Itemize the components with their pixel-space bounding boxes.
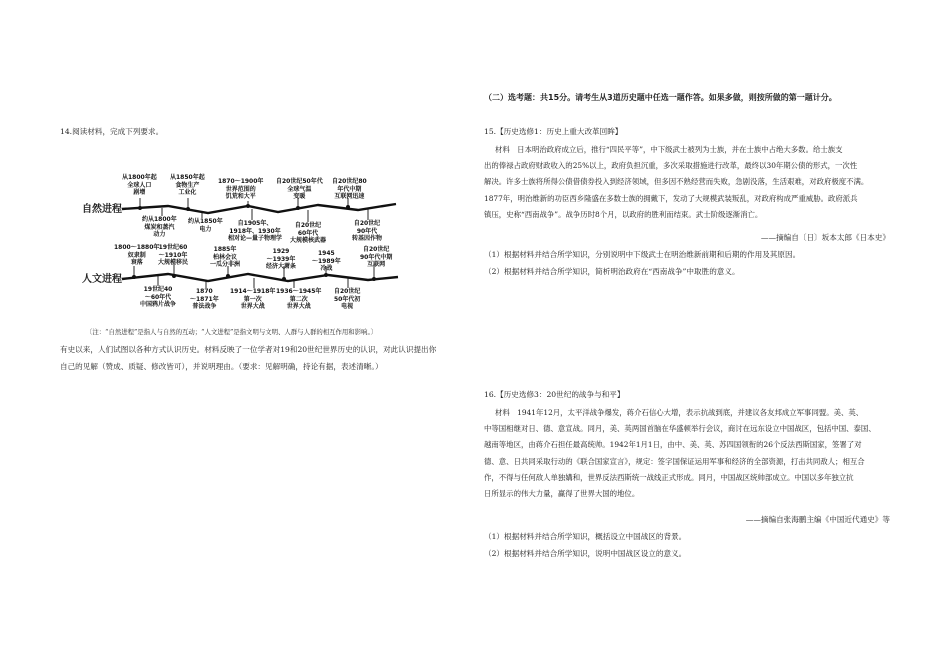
nature-item: 1870～1900年 世界范围的 饥荒和大平 <box>218 178 264 200</box>
q15-material-line: 出的俸禄占政府财政收入的25%以上，政府负担沉重，多次采取措施进行改革，最终以30年期公债的形式，一次性 <box>484 161 858 170</box>
q16-material-line: 德、意、日共同采取行动的《联合国家宣言》，规定：签字国保证运用军事和经济的全部资源，打击共同敌人；相互合 <box>484 457 865 466</box>
q15-material-line: 材料 日本明治政府成立后，推行“四民平等”，中下级武士被列为士族，并在士族中占绝大多数。给士族支 <box>495 145 843 154</box>
human-item: 自20世纪 90年代中期 互联网 <box>360 246 393 268</box>
q16-material-line: 越南等地区，由蒋介石担任最高统帅。1942年1月1日，由中、美、英、苏四国领衔的26个反法西斯国家，签署了对 <box>484 440 862 449</box>
human-axis-line <box>122 274 398 281</box>
q15-title: 15.【历史选修1：历史上重大改革回眸】 <box>484 127 623 136</box>
human-item: 1945 ～1989年 冷战 <box>312 250 341 272</box>
q15-material-line: 镇压，史称“西南战争”。战争历时8个月，以政府的胜利而结束。武士阶级逐渐消亡。 <box>484 210 763 219</box>
q15-material-line: 解决。许多士族将所得公债借债券投入到经济领域，但多因不熟经营而失败，急剧没落，生活艰难，对政府极度不满。 <box>484 177 869 186</box>
nature-item: 从1850年起 食物生产 工业化 <box>170 174 205 196</box>
q14-title: 14.阅读材料，完成下列要求。 <box>60 127 164 136</box>
section-header: （二）选考题：共15分。请考生从3道历史题中任选一题作答。如果多做，则按所做的第一题计分。 <box>484 93 837 102</box>
q16-material-line: 材料 1941年12月，太平洋战争爆发，蒋介石信心大增，表示抗战到底，并建议各友邦成立军事同盟。美、英、 <box>495 408 864 417</box>
nature-item: 自20世纪 60年代 大规模核武器 <box>290 222 327 244</box>
q16-material-line: 作，不得与任何敌人单独媾和，世界反法西斯统一战线正式形成。同月，中国战区统帅部成立。中国以多年独立抗 <box>484 473 854 482</box>
q16-question-2: （2）根据材料并结合所学知识，说明中国战区设立的意义。 <box>484 549 687 558</box>
human-item: 1929 ～1939年 经济大萧条 <box>266 248 297 270</box>
q16-source: ——摘编自张海鹏主编《中国近代通史》等 <box>745 515 890 524</box>
q15-question-2: （2）根据材料并结合所学知识，简析明治政府在“西南战争”中取胜的意义。 <box>484 267 740 276</box>
q15-question-1: （1）根据材料并结合所学知识，分别说明中下级武士在明治维新前期和后期的作用及其原因。 <box>484 250 801 259</box>
q14-note: 〔注：“自然进程”是指人与自然的互动；“人文进程”是指文明与文明、人群与人群的相互作用和影响。〕 <box>86 328 378 336</box>
q16-title: 16.【历史选修3：20世纪的战争与和平】 <box>484 390 625 399</box>
nature-item: 约从1850年 电力 <box>188 218 223 233</box>
q14-body-line: 自己的见解（赞成、质疑、修改皆可），并说明理由。（要求：见解明确，持论有据，表述清晰。） <box>60 362 383 371</box>
q14-body-line: 有史以来，人们试图以各种方式认识历史。材料反映了一位学者对19和20世纪世界历史的认识，对此认识提出你 <box>60 345 437 354</box>
nature-axis-label: 自然进程 <box>82 204 122 215</box>
nature-axis-line <box>122 204 396 213</box>
human-item: 1885年 柏林会议 一瓜分非洲 <box>210 246 241 268</box>
nature-item: 自20世纪80 年代中期 互联网迅速 <box>332 178 367 200</box>
human-item: 1800～1880年 奴隶制 衰落 <box>114 244 160 266</box>
q16-question-1: （1）根据材料并结合所学知识，概括设立中国战区的背景。 <box>484 532 687 541</box>
nature-item: 自1905年、 1918年、1930年 相对论—量子物理学 <box>228 220 283 242</box>
human-item: 1870 ～1871年 普法战争 <box>190 288 219 310</box>
human-item: 1936～1945年 第二次 世界大战 <box>276 288 322 310</box>
human-item: 自20世纪 50年代初 电视 <box>334 288 361 310</box>
timeline-figure <box>78 168 408 316</box>
human-item: 19世纪40 ～60年代 中国鸦片战争 <box>140 286 177 308</box>
human-item: 19世纪60 ～1910年 大规模移民 <box>158 244 189 266</box>
nature-item: 自20世纪 90年代 转基因作物 <box>352 220 383 242</box>
nature-item: 从1800年起 全球人口 剧增 <box>122 174 157 196</box>
human-axis-label: 人文进程 <box>82 274 122 285</box>
nature-item: 约从1800年 煤炭和蒸汽 动力 <box>142 216 177 238</box>
q15-material-line: 1877年，明治维新的功臣西乡隆盛在多数士族的拥戴下，发动了大规模武装叛乱，对政府构成严重威胁。政府派兵 <box>484 194 858 203</box>
q16-material-line: 中等国相继对日、德、意宣战。同月，美、英两国首脑在华盛顿举行会议，商讨在远东设立中国战区，包括中国、泰国、 <box>484 424 876 433</box>
nature-item: 自20世纪50年代 全球气温 变暖 <box>276 178 323 200</box>
q16-material-line: 日所显示的伟大力量，赢得了世界大国的地位。 <box>484 489 640 498</box>
human-item: 1914～1918年 第一次 世界大战 <box>230 288 276 310</box>
q15-source: ——摘编自〔日〕坂本太郎《日本史》 <box>760 233 890 242</box>
